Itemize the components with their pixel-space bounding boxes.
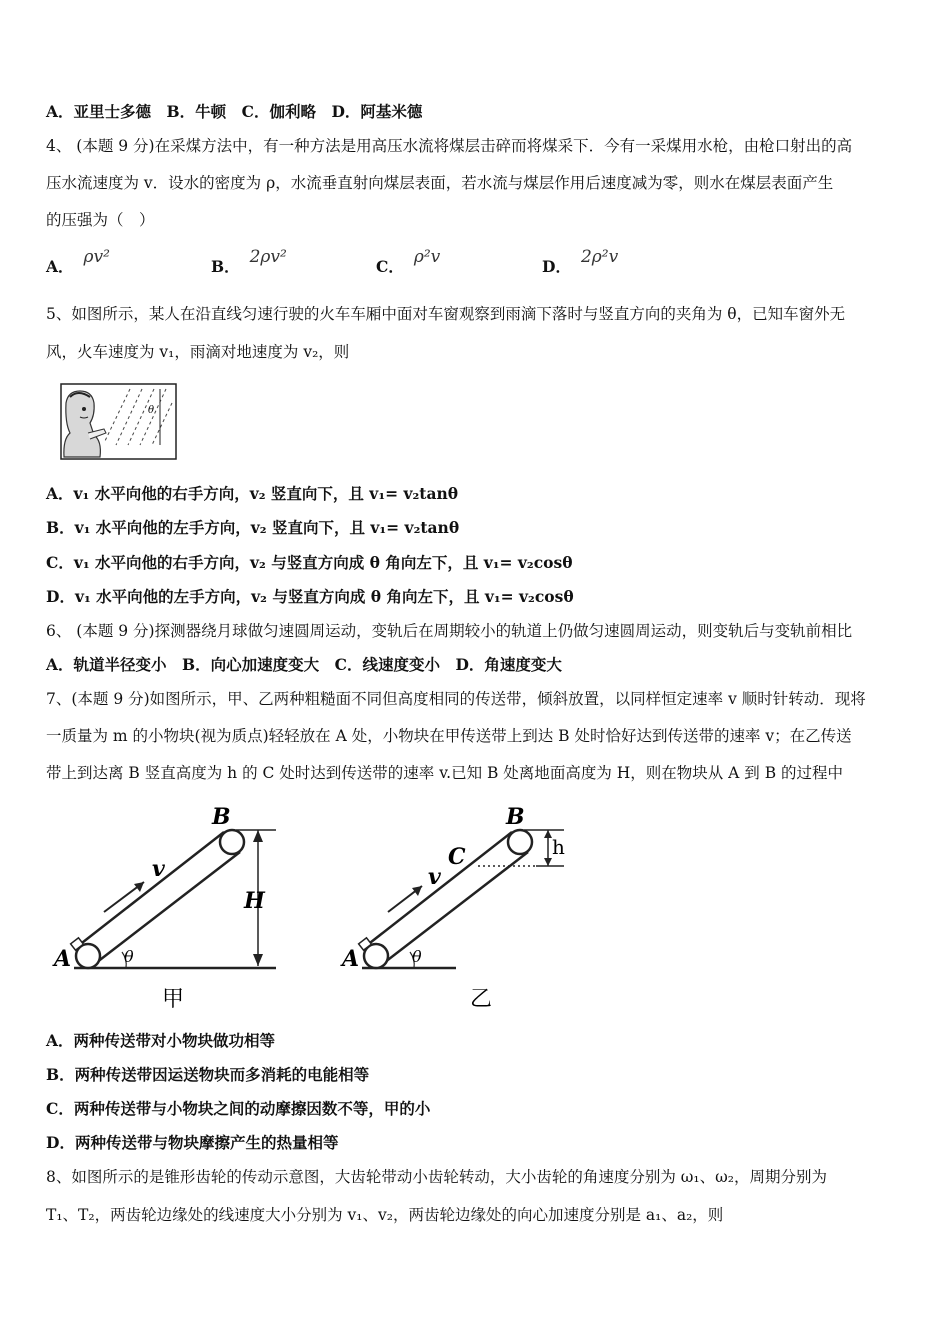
- q4-text-line3: 的压强为（ ）: [46, 211, 155, 229]
- q5-train-window-figure: [60, 383, 178, 461]
- q4-formula-c: ρ²v: [413, 247, 441, 267]
- q4-option-a[interactable]: A． ρv²: [46, 247, 110, 276]
- q7-text-line2: 一质量为 m 的小物块(视为质点)轻轻放在 A 处，小物块在甲传送带上到达 B 处时恰好达到传送带的速率 v；在乙传送: [46, 727, 852, 745]
- q5-option-b[interactable]: B．v₁ 水平向他的左手方向，v₂ 竖直向下，且 v₁= v₂tanθ: [46, 518, 460, 537]
- q7-conveyor-figure-jia: [48, 800, 308, 1015]
- yi-theta-label: θ: [412, 947, 422, 966]
- yi-v-label: v: [428, 864, 441, 890]
- pulley-b: [508, 830, 532, 854]
- q4-option-b[interactable]: B． 2ρv²: [211, 247, 287, 276]
- q8-text-line2: T₁、T₂，两齿轮边缘处的线速度大小分别为 v₁、v₂，两齿轮边缘处的向心加速度分别是 a₁、a₂，则: [46, 1206, 724, 1224]
- pulley-b: [220, 830, 244, 854]
- yi-C-label: C: [448, 844, 466, 870]
- yi-B-label: B: [506, 804, 525, 830]
- q4-option-d[interactable]: D． 2ρ²v: [542, 247, 619, 276]
- jia-theta-label: θ: [124, 947, 134, 966]
- q6-text-line1: 6、 (本题 9 分)探测器绕月球做匀速圆周运动，变轨后在周期较小的轨道上仍做匀速圆周运动，则变轨后与变轨前相比: [46, 622, 853, 640]
- q5-text-line1: 5、如图所示，某人在沿直线匀速行驶的火车车厢中面对车窗观察到雨滴下落时与竖直方向的夹角为 θ，已知车窗外无: [46, 305, 846, 323]
- q5-text-line2: 风，火车速度为 v₁，雨滴对地速度为 v₂，则: [46, 343, 350, 361]
- q6-options: A．轨道半径变小 B．向心加速度变大 C．线速度变小 D．角速度变大: [46, 655, 562, 674]
- yi-h-label: h: [552, 835, 565, 859]
- q4-text-line1: 4、 (本题 9 分)在采煤方法中，有一种方法是用高压水流将煤层击碎而将煤采下．今有一采煤用水枪，由枪口射出的高: [46, 137, 853, 155]
- jia-caption: 甲: [162, 987, 185, 1012]
- q7-option-c[interactable]: C．两种传送带与小物块之间的动摩擦因数不等，甲的小: [46, 1099, 431, 1118]
- jia-v-label: v: [152, 856, 165, 882]
- q5-option-c[interactable]: C．v₁ 水平向他的右手方向，v₂ 与竖直方向成 θ 角向左下，且 v₁= v₂cosθ: [46, 553, 573, 572]
- q4-options: [46, 247, 916, 282]
- q7-text-line3: 带上到达离 B 竖直高度为 h 的 C 处时达到传送带的速率 v.已知 B 处离地面高度为 H，则在物块从 A 到 B 的过程中: [46, 764, 844, 782]
- yi-caption: 乙: [470, 987, 493, 1012]
- jia-A-label: A: [54, 946, 72, 972]
- q4-formula-a: ρv²: [83, 247, 110, 267]
- q5-option-d[interactable]: D．v₁ 水平向他的左手方向，v₂ 与竖直方向成 θ 角向左下，且 v₁= v₂cosθ: [46, 587, 574, 606]
- q7-option-a[interactable]: A．两种传送带对小物块做功相等: [46, 1031, 276, 1050]
- q5-option-a[interactable]: A．v₁ 水平向他的右手方向，v₂ 竖直向下，且 v₁= v₂tanθ: [46, 484, 459, 503]
- jia-H-label: H: [244, 888, 265, 914]
- q7-option-b[interactable]: B．两种传送带因运送物块而多消耗的电能相等: [46, 1065, 370, 1084]
- q5-theta-label: θ: [148, 405, 155, 416]
- q7-conveyor-figure-yi: [336, 800, 586, 1015]
- q4-formula-d: 2ρ²v: [580, 247, 619, 267]
- q4-formula-b: 2ρv²: [249, 247, 287, 267]
- q7-option-d[interactable]: D．两种传送带与物块摩擦产生的热量相等: [46, 1133, 339, 1152]
- q4-text-line2: 压水流速度为 v．设水的密度为 ρ，水流垂直射向煤层表面，若水流与煤层作用后速度减为零，则水在煤层表面产生: [46, 174, 834, 192]
- yi-A-label: A: [342, 946, 360, 972]
- q4-option-c[interactable]: C． ρ²v: [376, 247, 441, 276]
- q7-text-line1: 7、(本题 9 分)如图所示，甲、乙两种粗糙面不同但高度相同的传送带，倾斜放置，以同样恒定速率 v 顺时针转动．现将: [46, 690, 866, 708]
- q8-text-line1: 8、如图所示的是锥形齿轮的传动示意图，大齿轮带动小齿轮转动，大小齿轮的角速度分别为 ω₁、ω₂，周期分别为: [46, 1168, 827, 1186]
- q3-options: A．亚里士多德 B．牛顿 C．伽利略 D．阿基米德: [46, 102, 423, 121]
- jia-B-label: B: [212, 804, 231, 830]
